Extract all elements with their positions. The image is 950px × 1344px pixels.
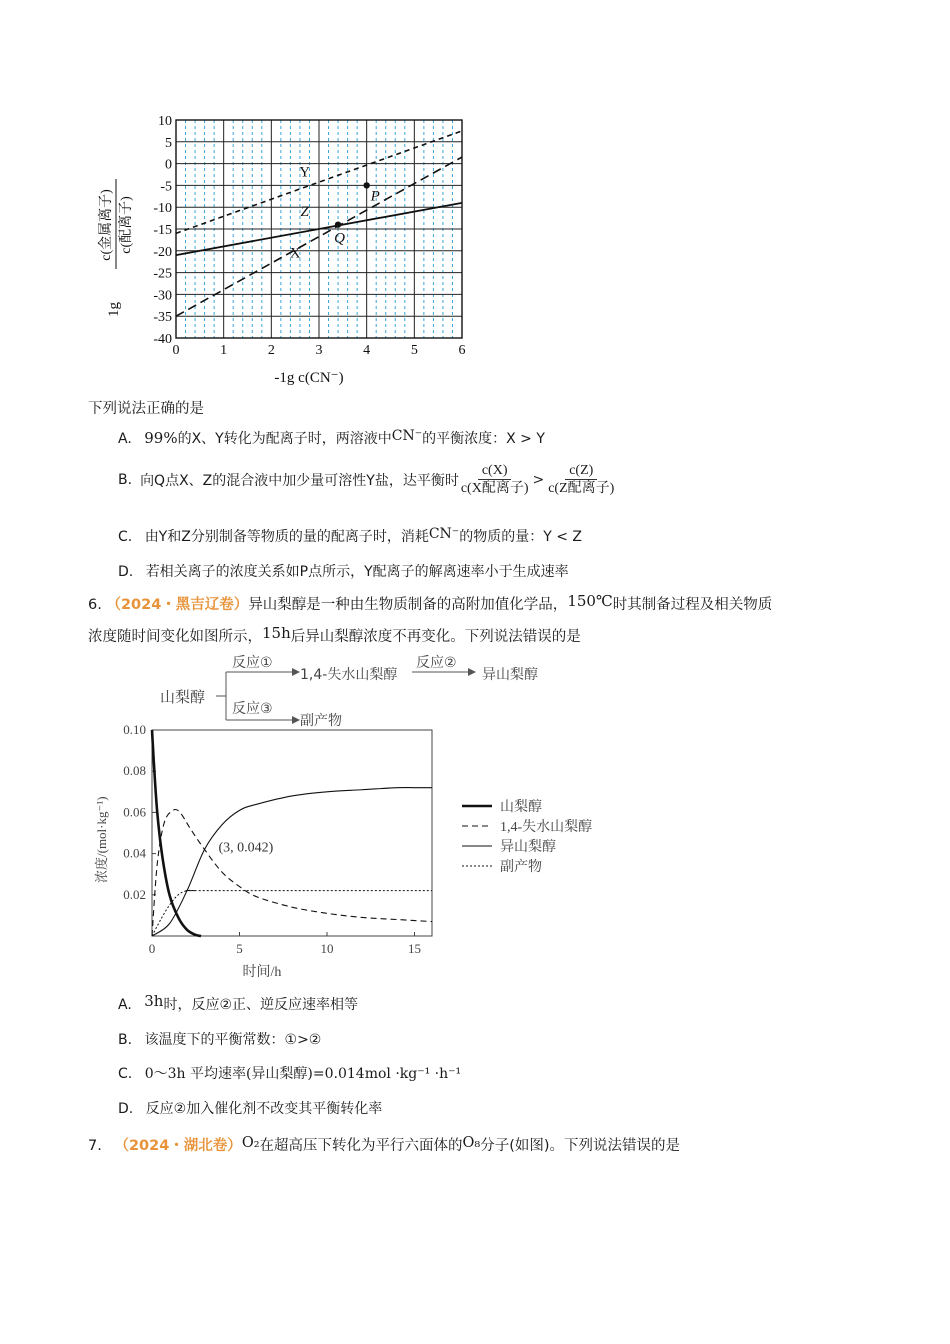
y-tick-label: -40: [153, 332, 172, 347]
y-tick-label: -10: [153, 201, 172, 217]
q7-line: [88, 1134, 680, 1155]
percent-value: 99%: [144, 429, 178, 447]
x-tick-label: 3: [315, 343, 323, 358]
option-label: D.: [118, 564, 134, 580]
scheme-reaction-2: 反应②: [416, 655, 457, 671]
fraction-x-den: c(X配离子): [460, 481, 529, 496]
x-tick-label: 5: [410, 343, 418, 358]
chart1-container: [60, 105, 490, 395]
option-text: 时，反应②正、逆反应速率相等: [163, 997, 359, 1013]
formula-o8: O₈: [462, 1135, 481, 1151]
option-text: 该温度下的平衡常数：①>②: [144, 1032, 322, 1048]
q5-option-d[interactable]: [118, 561, 569, 581]
option-label: B.: [118, 1032, 133, 1048]
option-text: 的X、Y转化为配离子时，两溶液中: [177, 431, 392, 447]
scheme-reaction-1: 反应①: [232, 655, 273, 671]
point-Q: [335, 221, 341, 227]
x-tick-label: 10: [320, 941, 334, 956]
option-text: 反应②加入催化剂不改变其平衡转化率: [145, 1101, 383, 1117]
y-tick-label: -30: [153, 288, 172, 304]
q6-line1: [88, 593, 772, 614]
series-label-Z: Z: [300, 203, 309, 220]
q5-option-a[interactable]: [118, 428, 545, 448]
x-tick-label: 0: [172, 343, 180, 358]
temperature: 150℃: [567, 592, 613, 610]
reaction-scheme: [150, 648, 570, 728]
scheme-side-product: 副产物: [300, 713, 342, 729]
question-source: （2024・黑吉辽卷）: [106, 597, 249, 613]
x-axis-label: -1g c(CN⁻): [274, 370, 344, 386]
q6-text-4: 后异山梨醇浓度不再变化。下列说法错误的是: [290, 629, 581, 645]
chart2-svg: [80, 720, 640, 982]
y-tick-label: 0.06: [123, 804, 146, 820]
option-label: C.: [118, 529, 133, 545]
y-tick-label: 10: [158, 114, 172, 129]
y-axis-label-numerator: c(金属离子): [99, 189, 114, 261]
x-tick-label: 15: [408, 941, 421, 956]
legend-label: 异山梨醇: [500, 840, 556, 855]
y-axis-label-prefix: 1g: [106, 302, 122, 317]
legend-label: 山梨醇: [500, 800, 542, 815]
plot-frame: [152, 730, 432, 936]
question-source: （2024・湖北卷）: [114, 1138, 242, 1154]
option-label: D.: [118, 1101, 134, 1117]
scheme-start: 山梨醇: [160, 688, 206, 706]
series-label-Y: Y: [299, 164, 311, 181]
reaction-scheme-svg: [150, 648, 570, 728]
chart2-container: [80, 720, 640, 982]
legend-label: 副产物: [500, 860, 542, 875]
fraction-z: [546, 462, 616, 497]
y-tick-label: 0.08: [123, 763, 146, 779]
q6-option-d[interactable]: [118, 1098, 382, 1118]
fraction-z-num: c(Z): [565, 462, 597, 480]
option-label: B.: [118, 471, 133, 488]
y-tick-label: -25: [153, 266, 172, 282]
time-value: 3h: [144, 992, 164, 1010]
cyanide-formula: CN⁻: [428, 526, 460, 542]
option-label: C.: [118, 1066, 133, 1082]
x-tick-label: 6: [458, 343, 466, 358]
x-tick-label: 0: [148, 941, 156, 956]
y-tick-label: 0: [165, 157, 172, 173]
x-tick-label: 4: [363, 343, 371, 358]
greater-than: >: [532, 471, 545, 488]
q7-text: 在超高压下转化为平行六面体的: [259, 1138, 463, 1154]
y-axis-label: [98, 179, 134, 317]
option-text-2: 的物质的量：Y < Z: [459, 529, 582, 545]
fraction-x-num: c(X): [478, 462, 512, 480]
x-tick-label: 1: [220, 343, 228, 358]
q6-text-2: 时其制备过程及相关物质: [612, 597, 773, 613]
q7-text-2: 分子(如图)。下列说法错误的是: [480, 1138, 681, 1154]
q6-text: 异山梨醇是一种由生物质制备的高附加值化学品，: [248, 597, 568, 613]
point-label-Q: Q: [334, 230, 345, 247]
x-tick-label: 2: [267, 343, 275, 358]
question-number: 6.: [88, 597, 102, 613]
series-label-X: X: [289, 245, 301, 262]
option-text: 由Y和Z分别制备等物质的量的配离子时，消耗: [144, 529, 429, 545]
series-line-solid: [152, 788, 432, 936]
y-tick-label: 0.02: [123, 886, 146, 902]
q6-option-a[interactable]: [118, 994, 358, 1014]
y-tick-label: -20: [153, 244, 172, 260]
cyanide-formula: CN⁻: [391, 428, 423, 444]
option-text: 向Q点X、Z的混合液中加少量可溶性Y盐，达平衡时: [140, 472, 459, 489]
y-tick-label: 0.10: [123, 722, 146, 737]
series-line-dotted: [152, 890, 432, 936]
question-number: 7.: [88, 1138, 102, 1154]
q5-option-b[interactable]: [118, 462, 616, 497]
y-axis-label: 浓度/(mol·kg⁻¹): [94, 796, 109, 883]
x-axis-label: 时间/h: [242, 965, 282, 980]
fraction-x: [459, 462, 531, 497]
option-text: 若相关离子的浓度关系如P点所示，Y配离子的解离速率小于生成速率: [145, 564, 569, 580]
chart1-svg: [60, 105, 490, 395]
option-label: A.: [118, 997, 132, 1013]
q6-option-b[interactable]: [118, 1029, 321, 1049]
x-tick-label: 5: [236, 941, 243, 956]
q6-line2: [88, 625, 581, 646]
point-P: [363, 182, 369, 188]
point-label-P: P: [370, 188, 380, 205]
q5-stem-text: 下列说法正确的是: [88, 401, 204, 417]
option-text: 0～3h 平均速率(异山梨醇)=0.014mol ·kg⁻¹ ·h⁻¹: [144, 1066, 462, 1082]
y-tick-label: -5: [160, 179, 172, 195]
legend-label: 1,4-失水山梨醇: [500, 820, 593, 835]
scheme-product: 异山梨醇: [482, 667, 538, 683]
y-tick-label: 0.04: [123, 845, 146, 861]
fraction-z-den: c(Z配离子): [548, 481, 615, 496]
time-value: 15h: [262, 624, 291, 642]
y-tick-label: 5: [165, 135, 172, 151]
formula-o2: O₂: [241, 1135, 260, 1151]
y-tick-label: -15: [153, 223, 172, 238]
y-axis-label-denominator: c(配离子): [119, 196, 134, 254]
q6-option-c[interactable]: [118, 1063, 461, 1083]
option-text-2: 的平衡浓度：X > Y: [422, 431, 545, 447]
scheme-reaction-3: 反应③: [232, 701, 273, 717]
y-tick-label: -35: [153, 310, 172, 326]
q5-option-c[interactable]: [118, 526, 582, 546]
option-label: A.: [118, 431, 132, 447]
q6-text-3: 浓度随时间变化如图所示，: [88, 629, 262, 645]
q5-stem: [88, 397, 204, 418]
annotation-label: (3, 0.042): [218, 840, 274, 856]
scheme-intermediate: 1,4-失水山梨醇: [300, 667, 398, 683]
